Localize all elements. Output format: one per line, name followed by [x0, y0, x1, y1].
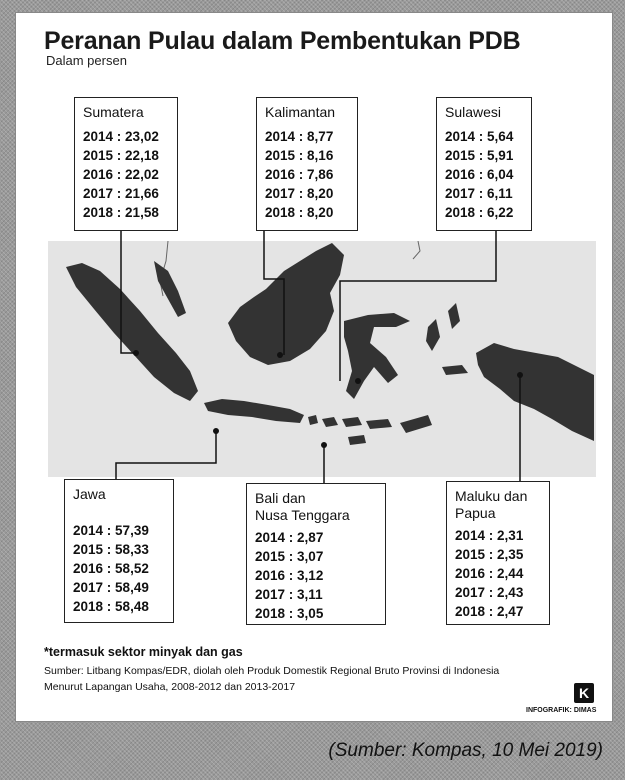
region-row-2018: 2018 : 21,58 — [83, 205, 159, 220]
region-row-2015: 2015 : 58,33 — [73, 542, 149, 557]
region-row-2015: 2015 : 5,91 — [445, 148, 514, 163]
region-row-2018: 2018 : 2,47 — [455, 604, 524, 619]
region-row-2015: 2015 : 22,18 — [83, 148, 159, 163]
indonesia-map — [48, 241, 596, 477]
citation: (Sumber: Kompas, 10 Mei 2019) — [328, 740, 603, 761]
region-row-2017: 2017 : 3,11 — [255, 587, 323, 602]
region-row-2018: 2018 : 6,22 — [445, 205, 514, 220]
region-box-maluku-papua — [446, 481, 550, 625]
region-box-bali-nusa-tenggara — [246, 483, 386, 625]
infographic-card — [15, 12, 613, 722]
page-subtitle: Dalam persen — [46, 53, 127, 68]
region-name: Sumatera — [83, 104, 144, 120]
region-row-2016: 2016 : 3,12 — [255, 568, 324, 583]
region-box-sulawesi — [436, 97, 532, 231]
region-row-2016: 2016 : 7,86 — [265, 167, 334, 182]
region-row-2014: 2014 : 57,39 — [73, 523, 149, 538]
region-row-2014: 2014 : 8,77 — [265, 129, 334, 144]
region-row-2017: 2017 : 2,43 — [455, 585, 524, 600]
region-name: Sulawesi — [445, 104, 502, 120]
footnote: *termasuk sektor minyak dan gas — [44, 645, 243, 659]
region-box-jawa — [64, 479, 174, 623]
region-box-kalimantan — [256, 97, 358, 231]
region-row-2017: 2017 : 6,11 — [445, 186, 513, 201]
region-row-2018: 2018 : 8,20 — [265, 205, 334, 220]
region-row-2014: 2014 : 2,87 — [255, 530, 324, 545]
region-name: Jawa — [73, 486, 106, 502]
region-name: Kalimantan — [265, 104, 336, 120]
region-row-2015: 2015 : 2,35 — [455, 547, 524, 562]
region-row-2016: 2016 : 58,52 — [73, 561, 149, 576]
region-row-2016: 2016 : 2,44 — [455, 566, 524, 581]
region-row-2014: 2014 : 2,31 — [455, 528, 524, 543]
region-row-2016: 2016 : 6,04 — [445, 167, 514, 182]
region-row-2017: 2017 : 58,49 — [73, 580, 149, 595]
kompas-logo-icon: K — [574, 683, 594, 703]
infographic-credit: INFOGRAFIK: DIMAS — [526, 707, 597, 714]
region-row-2017: 2017 : 21,66 — [83, 186, 159, 201]
region-row-2017: 2017 : 8,20 — [265, 186, 334, 201]
region-row-2018: 2018 : 3,05 — [255, 606, 324, 621]
region-row-2014: 2014 : 5,64 — [445, 129, 514, 144]
region-box-sumatera — [74, 97, 178, 231]
source-note: Sumber: Litbang Kompas/EDR, diolah oleh Produk Domestik Regional Bruto Provinsi di Indonesia Menurut Lapangan Usaha, 2008-2012 dan 2013-2017 — [44, 665, 500, 693]
map-graphic — [48, 241, 596, 477]
region-row-2018: 2018 : 58,48 — [73, 599, 149, 614]
region-row-2015: 2015 : 3,07 — [255, 549, 324, 564]
page-title: Peranan Pulau dalam Pembentukan PDB — [44, 27, 521, 55]
region-row-2015: 2015 : 8,16 — [265, 148, 334, 163]
region-name: Bali dan Nusa Tenggara — [255, 490, 350, 523]
region-name: Maluku dan Papua — [455, 488, 528, 521]
region-row-2016: 2016 : 22,02 — [83, 167, 159, 182]
region-row-2014: 2014 : 23,02 — [83, 129, 159, 144]
